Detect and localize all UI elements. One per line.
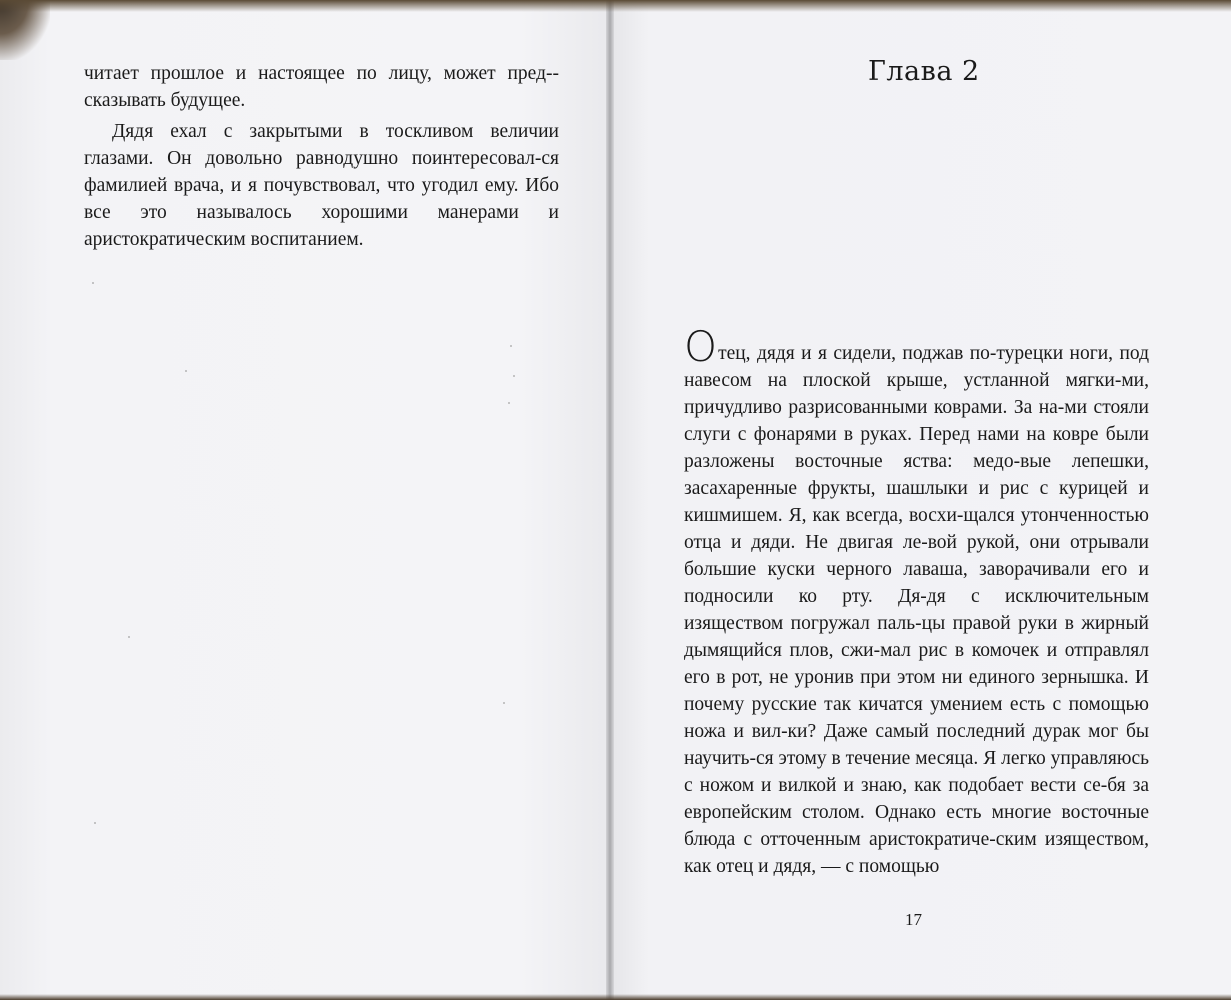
paper-speck [510,345,512,347]
drop-cap-letter: О [684,322,718,371]
chapter-title: Глава 2 [868,56,980,87]
paper-speck [513,375,515,377]
first-paragraph-text: тец, дядя и я сидели, поджав по-турецки ноги, под навесом на плоской крыше, устланной мягки-ми, причудливо разрисованными коврами. За на-ми стояли слуги с фонарями в руках. Перед нами на ковре были разложены восточные яства: медо-вые лепешки, засахаренные фрукты, шашлыки и рис с курицей и кишмишем. Я, как всегда, восхи-щался утонченностью отца и дяди. Не двигая ле-вой рукой, они отрывали большие куски черного лаваша, заворачивали его и подносили ко рту. Дя-дя с исключительным изяществом погружал паль-цы правой руки в жирный дымящийся плов, сжи-мал рис в комочек и отправлял его в рот, не уронив при этом ни единого зернышка. И почему русские так кичатся умением есть с помощью ножа и вил-ки? Даже самый последний дурак мог бы научить-ся этому в течение месяца. Я легко управляюсь с ножом и вилкой и знаю, как подобает вести се-бя за европейским столом. Однако есть многие восточные блюда с отточенным аристократиче-ским изяществом, как отец и дядя, — с помощью [684,343,1149,877]
paper-speck [185,370,187,372]
book-gutter [606,0,614,1000]
page-number: 17 [905,910,922,929]
left-paragraph-2: Дядя ехал с закрытыми в тоскливом величии глазами. Он довольно равнодушно поинтересовал-ся фамилией врача, и я почувствовал, что угодил ему. Ибо все это называлось хорошими манерами и аристократическим воспитанием. [84,121,559,250]
paper-speck [128,636,130,638]
right-page-text [684,322,1149,880]
left-page-text [84,60,559,253]
right-page [612,0,1231,1000]
bottom-edge-shadow [0,994,1231,1000]
left-page [0,0,612,1000]
paper-speck [503,702,505,704]
top-edge-shadow [0,0,1231,12]
chapter-first-paragraph [684,322,1149,880]
paper-speck [92,282,94,284]
paper-speck [508,402,510,404]
paper-speck [94,822,96,824]
left-paragraph-1: читает прошлое и настоящее по лицу, может пред-сказывать будущее. [84,63,559,111]
